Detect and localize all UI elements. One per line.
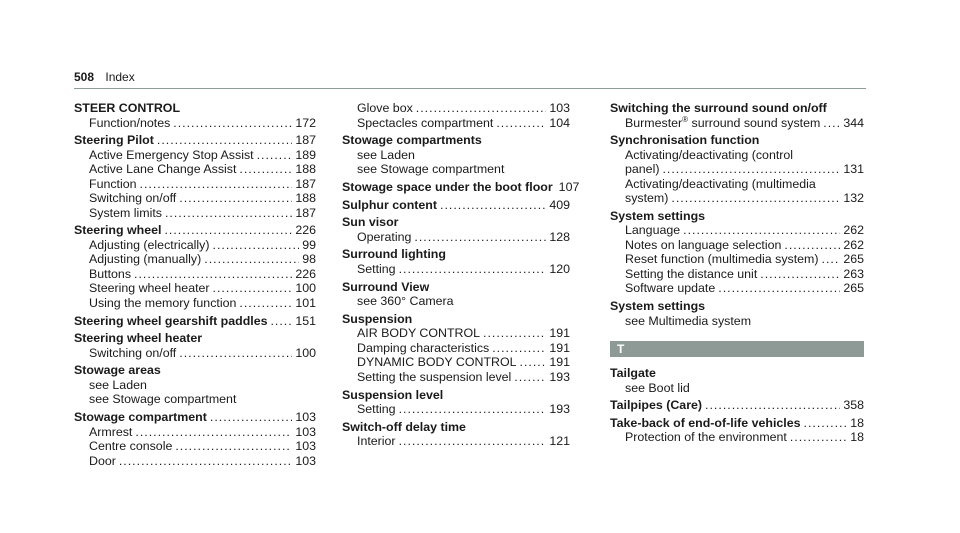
dot-leader [520, 355, 547, 370]
dot-leader [823, 116, 840, 131]
cross-reference[interactable]: see 360° Camera [357, 294, 454, 309]
index-term: Surround lighting [342, 247, 446, 262]
index-term: Sulphur content [342, 197, 437, 212]
subentry-text: Interior [357, 434, 396, 449]
subentry-text: Language [625, 223, 681, 238]
dot-leader [822, 252, 841, 267]
subentry-page[interactable]: 193 [549, 369, 570, 384]
subentry-page[interactable]: 188 [295, 162, 316, 177]
index-subentry [625, 162, 864, 177]
dot-leader [179, 191, 292, 206]
subentry-page[interactable]: 120 [549, 261, 570, 276]
index-page[interactable]: 18 [850, 415, 864, 430]
subentry-page[interactable]: 100 [295, 345, 316, 360]
index-term: Take-back of end-of-life vehicles [610, 415, 801, 430]
index-entry [342, 280, 570, 309]
dot-leader [399, 434, 547, 449]
index-entry [342, 101, 570, 130]
index-subentry [625, 267, 864, 282]
subentry-text: Damping characteristics [357, 340, 490, 355]
subentry-text: DYNAMIC BODY CONTROL [357, 355, 517, 370]
index-term: Sun visor [342, 215, 399, 230]
index-entry [342, 133, 570, 177]
dot-leader [165, 206, 292, 221]
cross-reference[interactable]: see Stowage compartment [357, 162, 505, 177]
dot-leader [804, 416, 848, 431]
index-entry [74, 314, 316, 329]
index-subentry [357, 101, 570, 116]
index-entry [342, 198, 570, 213]
subentry-text-line1: Activating/deactivating (control [625, 147, 794, 162]
subentry-page[interactable]: 187 [295, 205, 316, 220]
subentry-text: Glove box [357, 101, 413, 115]
subentry-text: Operating [357, 229, 412, 244]
index-term: Stowage areas [74, 363, 161, 378]
index-term-row [610, 398, 864, 413]
index-subentry [625, 252, 864, 267]
subentry-page[interactable]: 103 [295, 424, 316, 439]
subentry-page[interactable]: 101 [295, 295, 316, 310]
cross-reference[interactable]: see Multimedia system [625, 313, 752, 328]
index-entry [342, 179, 580, 195]
index-entry [610, 101, 864, 130]
index-subentry [89, 439, 316, 454]
dot-leader [164, 223, 292, 238]
index-subentry [89, 148, 316, 163]
cross-reference[interactable]: see Stowage compartment [89, 392, 237, 407]
dot-leader [514, 370, 546, 385]
index-entry [610, 416, 864, 445]
dot-leader [496, 116, 546, 131]
index-subentry [625, 116, 864, 131]
index-term: System settings [610, 299, 706, 314]
subentry-text: Switching on/off [89, 345, 177, 360]
index-term-row [610, 416, 864, 431]
subentry-text: Setting [357, 261, 396, 276]
cross-reference[interactable]: see Laden [357, 147, 415, 162]
subentry-page[interactable]: 99 [302, 237, 316, 252]
dot-leader [399, 402, 547, 417]
subentry-text: Function/notes [89, 115, 171, 130]
subentry-text: Steering wheel heater [89, 281, 210, 296]
index-subentry [357, 230, 570, 245]
subentry-page[interactable]: 121 [549, 434, 570, 449]
subentry-page[interactable]: 226 [295, 266, 316, 281]
dot-leader [784, 238, 840, 253]
subentry-text: Burmester® surround sound system [625, 114, 821, 130]
index-subentry [89, 206, 316, 221]
index-page[interactable]: 103 [295, 410, 316, 425]
index-term: Steering wheel gearshift paddles [74, 313, 268, 328]
index-column-1 [74, 101, 316, 471]
index-entry [342, 388, 570, 417]
index-entry [74, 363, 316, 407]
index-subentry [89, 281, 316, 296]
index-subentry [357, 326, 570, 341]
section-letter: T [617, 342, 625, 357]
subentry-page[interactable]: 191 [549, 340, 570, 355]
subentry-page[interactable]: 103 [549, 101, 570, 115]
index-subentry [89, 267, 316, 282]
index-entry [610, 209, 864, 296]
dot-leader [135, 425, 292, 440]
index-entry [610, 299, 864, 328]
dot-leader [270, 314, 292, 329]
subentry-page[interactable]: 263 [843, 266, 864, 281]
index-subentry [89, 454, 316, 469]
subentry-text: Notes on language selection [625, 237, 782, 252]
subentry-text: AIR BODY CONTROL [357, 326, 481, 341]
index-subentry [89, 425, 316, 440]
index-entry [610, 366, 864, 395]
subentry-page[interactable]: 187 [295, 176, 316, 191]
dot-leader [662, 162, 840, 177]
index-term-row [74, 133, 316, 148]
index-subentry [357, 370, 570, 385]
index-entry [74, 410, 316, 468]
letter-section-bar [610, 341, 864, 357]
index-entry [610, 398, 864, 413]
index-page[interactable]: 151 [295, 313, 316, 328]
subentry-page[interactable]: 262 [843, 237, 864, 252]
index-subentry [625, 191, 864, 206]
subentry-text: Adjusting (electrically) [89, 237, 210, 252]
subentry-text: Centre console [89, 439, 173, 454]
subentry-page[interactable]: 265 [843, 281, 864, 296]
index-subentry [89, 252, 316, 267]
index-term: Switching the surround sound on/off [610, 101, 827, 115]
index-subentry [89, 191, 316, 206]
index-page[interactable]: 358 [843, 398, 864, 413]
subentry-page[interactable]: 193 [549, 402, 570, 416]
subentry-page[interactable]: 128 [549, 229, 570, 244]
subentry-page[interactable]: 103 [295, 439, 316, 454]
dot-leader [204, 252, 299, 267]
header-rule [74, 88, 866, 89]
subentry-text: Reset function (multimedia system) [625, 252, 819, 267]
dot-leader [213, 238, 300, 253]
subentry-text: Setting the suspension level [357, 369, 512, 384]
subentry-page[interactable]: 131 [843, 162, 864, 177]
subentry-page[interactable]: 172 [295, 115, 316, 130]
dot-leader [705, 398, 840, 413]
index-entry [342, 312, 570, 385]
index-term: Stowage compartment [74, 410, 207, 425]
index-term: STEER CONTROL [74, 101, 181, 115]
index-term: Stowage compartments [342, 133, 482, 148]
index-entry [342, 420, 570, 449]
index-subentry [357, 434, 570, 449]
subentry-page[interactable]: 104 [549, 115, 570, 130]
page-header [74, 70, 135, 84]
index-term: System settings [610, 208, 706, 223]
index-term: Steering wheel heater [74, 331, 203, 346]
index-term: Suspension level [342, 387, 444, 402]
subentry-page[interactable]: 18 [850, 430, 864, 445]
index-entry [74, 223, 316, 310]
index-subentry [89, 162, 316, 177]
subentry-text: Active Emergency Stop Assist [89, 147, 254, 162]
page-number: 508 [74, 70, 95, 84]
dot-leader [140, 177, 293, 192]
dot-leader [173, 116, 292, 131]
dot-leader [399, 262, 547, 277]
registered-mark: ® [682, 114, 689, 124]
index-term-row [74, 223, 316, 238]
dot-leader [483, 326, 546, 341]
subentry-page[interactable]: 262 [843, 223, 864, 238]
index-page[interactable]: 187 [295, 133, 316, 148]
subentry-page[interactable]: 98 [302, 252, 316, 267]
subentry-page[interactable]: 191 [549, 326, 570, 341]
dot-leader [718, 281, 840, 296]
dot-leader [760, 267, 840, 282]
index-term-row [74, 314, 316, 329]
index-entry [74, 101, 316, 130]
dot-leader [179, 346, 292, 361]
cross-reference[interactable]: see Boot lid [625, 380, 690, 395]
index-column-3 [610, 101, 864, 448]
subentry-text: System limits [89, 205, 162, 220]
dot-leader [157, 133, 292, 148]
subentry-text-line2: system) [625, 191, 669, 206]
subentry-page[interactable]: 191 [549, 355, 570, 370]
dot-leader [683, 223, 840, 238]
index-entry [74, 133, 316, 220]
subentry-text: Door [89, 453, 116, 468]
subentry-page[interactable]: 100 [295, 281, 316, 296]
dot-leader [239, 296, 292, 311]
index-subentry [625, 223, 864, 238]
index-subentry [357, 262, 570, 277]
index-page[interactable]: 226 [295, 223, 316, 238]
index-subentry [357, 402, 570, 417]
dot-leader [440, 198, 546, 213]
subentry-text: Spectacles compartment [357, 115, 494, 130]
subentry-text: Using the memory function [89, 295, 237, 310]
index-term-row [342, 179, 580, 195]
dot-leader [492, 341, 546, 356]
index-subentry [89, 116, 316, 131]
subentry-page[interactable]: 189 [295, 147, 316, 162]
subentry-text: Setting [357, 402, 396, 416]
index-term: Steering wheel [74, 223, 162, 238]
dot-leader [175, 439, 292, 454]
index-term: Synchronisation function [610, 133, 760, 148]
subentry-text: Protection of the environment [625, 430, 787, 445]
subentry-page[interactable]: 344 [843, 115, 864, 130]
subentry-page[interactable]: 132 [843, 191, 864, 206]
subentry-text: Adjusting (manually) [89, 252, 202, 267]
subentry-text: Buttons [89, 266, 132, 281]
index-subentry [625, 430, 864, 445]
cross-reference[interactable]: see Laden [89, 377, 147, 392]
index-subentry [357, 116, 570, 131]
subentry-page[interactable]: 103 [295, 453, 316, 468]
index-term: Tailpipes (Care) [610, 398, 703, 413]
index-subentry [89, 346, 316, 361]
index-term: Steering Pilot [74, 133, 154, 148]
dot-leader [134, 267, 292, 282]
index-entry [610, 133, 864, 206]
section-title: Index [105, 70, 135, 84]
dot-leader [416, 101, 547, 116]
subentry-text: Software update [625, 281, 716, 296]
subentry-page[interactable]: 188 [295, 191, 316, 206]
index-subentry [89, 177, 316, 192]
subentry-page[interactable]: 265 [843, 252, 864, 267]
index-term: Suspension [342, 311, 413, 326]
subentry-text: Armrest [89, 424, 133, 439]
index-term-row [342, 198, 570, 213]
dot-leader [257, 148, 293, 163]
index-subentry [89, 296, 316, 311]
index-subentry [357, 341, 570, 356]
dot-leader [239, 162, 292, 177]
index-entry [342, 215, 570, 244]
subentry-text-line2: panel) [625, 162, 660, 177]
index-entry [74, 331, 316, 360]
index-subentry [89, 238, 316, 253]
index-subentry [357, 355, 570, 370]
dot-leader [210, 410, 292, 425]
subentry-text: Function [89, 176, 137, 191]
index-term: Stowage space under the boot floor [342, 179, 553, 194]
subentry-text: Switching on/off [89, 191, 177, 206]
index-subentry [625, 238, 864, 253]
index-term: Surround View [342, 279, 430, 294]
index-term: Switch-off delay time [342, 419, 466, 434]
subentry-text-line1: Activating/deactivating (multimedia [625, 176, 816, 191]
index-column-2 [342, 101, 580, 452]
index-entry [342, 247, 570, 276]
index-term-row [74, 410, 316, 425]
index-term: Tailgate [610, 366, 656, 381]
dot-leader [213, 281, 293, 296]
dot-leader [414, 230, 546, 245]
dot-leader [790, 430, 847, 445]
dot-leader [119, 454, 292, 469]
index-page[interactable]: 107 [558, 179, 580, 194]
subentry-text: Active Lane Change Assist [89, 162, 237, 177]
index-page[interactable]: 409 [549, 197, 570, 212]
subentry-text: Setting the distance unit [625, 266, 758, 281]
dot-leader [671, 191, 840, 206]
index-subentry [625, 281, 864, 296]
